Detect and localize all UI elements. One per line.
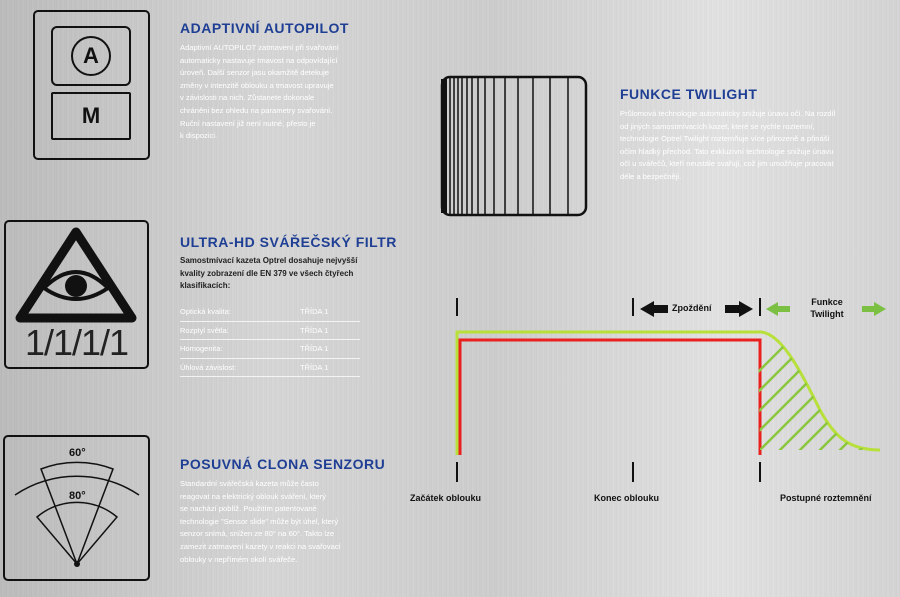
autopilot-text: Adaptivní AUTOPILOT zatmavení při svařování automaticky nastavuje tmavost na odpovídající úroveň. Další senzor jasu okamžitě detekuje změny v intenzitě oblouku a tmavost upravuje v závislosti na nich. Zůstanete dokonale chráněni bez ohledu na parametry svařování. Ruční nastavení již není nutné, přesto je k dispozici.	[180, 43, 339, 141]
delay-label: Zpoždění	[672, 303, 712, 313]
gradual-label: Postupné roztemnění	[780, 493, 872, 503]
manual-mode-box	[51, 92, 131, 140]
arc-end-label: Konec oblouku	[594, 493, 659, 503]
eye-triangle-icon	[14, 226, 139, 326]
autopilot-title: ADAPTIVNÍ AUTOPILOT	[180, 20, 349, 36]
angle-80-label: 80°	[69, 490, 86, 502]
twilight-label: Funkce Twilight	[810, 297, 844, 319]
sensor-text: Standardní svářečská kazeta může často reagovat na elektrický oblouk sváření, který se nachází poblíž. Použitím patentované technologie "Sensor slide" může být úhel, který senzor snímá, snížen ze 80° na 60°. Takto lze zamezit zatmavení kazety v reakci na svařovací oblouky v nepřímém okolí svářeče.	[180, 479, 341, 564]
ultrahd-icon	[4, 220, 149, 369]
twilight-curve	[457, 332, 880, 455]
standard-curve	[460, 340, 760, 455]
ultrahd-rating: 1/1/1/1	[24, 322, 129, 363]
twilight-right-arrow	[862, 302, 886, 316]
table-row: Homogenita: TŘÍDA 1	[180, 340, 360, 359]
delay-right-arrow	[725, 301, 753, 317]
classification-table	[180, 303, 360, 377]
delay-left-arrow	[640, 301, 668, 317]
angle-60-label: 60°	[69, 447, 86, 459]
twilight-left-arrow	[766, 302, 790, 316]
twilight-title: FUNKCE TWILIGHT	[620, 86, 758, 102]
twilight-text: Průlomová technologie automaticky snižuje únavu očí. Na rozdíl od jiných samostmívacích kazet, které se rychle roztemní, technologie Optrel Twilight roztemňuje více přirozeně a přináší očím hladký přechod. Tato exkluzivní technologie snižuje únavu očí u svářečů, kteří neustále svařují, což jim umožňuje pracovat déle a bezpečněji.	[620, 109, 836, 181]
auto-mode-circle	[51, 26, 131, 86]
table-row: Optická kvalita: TŘÍDA 1	[180, 303, 360, 321]
arc-start-label: Začátek oblouku	[410, 493, 482, 503]
sensor-angle-icon	[3, 435, 150, 581]
auto-letter: A	[71, 36, 111, 76]
manual-letter: M	[81, 103, 101, 128]
table-row: Úhlová závislost: TŘÍDA 1	[180, 358, 360, 377]
ultrahd-title: ULTRA-HD SVÁŘEČSKÝ FILTR	[180, 234, 397, 250]
twilight-diagram	[440, 290, 890, 490]
table-row: Rozptyl světla: TŘÍDA 1	[180, 321, 360, 340]
ultrahd-lead: Samostmívací kazeta Optrel dosahuje nejvyšší kvality zobrazení dle EN 379 ve všech čtyřech klasifikacích:	[180, 256, 358, 290]
autopilot-icon	[33, 10, 150, 160]
sensor-title: POSUVNÁ CLONA SENZORU	[180, 456, 386, 472]
cassette-layers-icon	[440, 75, 588, 217]
